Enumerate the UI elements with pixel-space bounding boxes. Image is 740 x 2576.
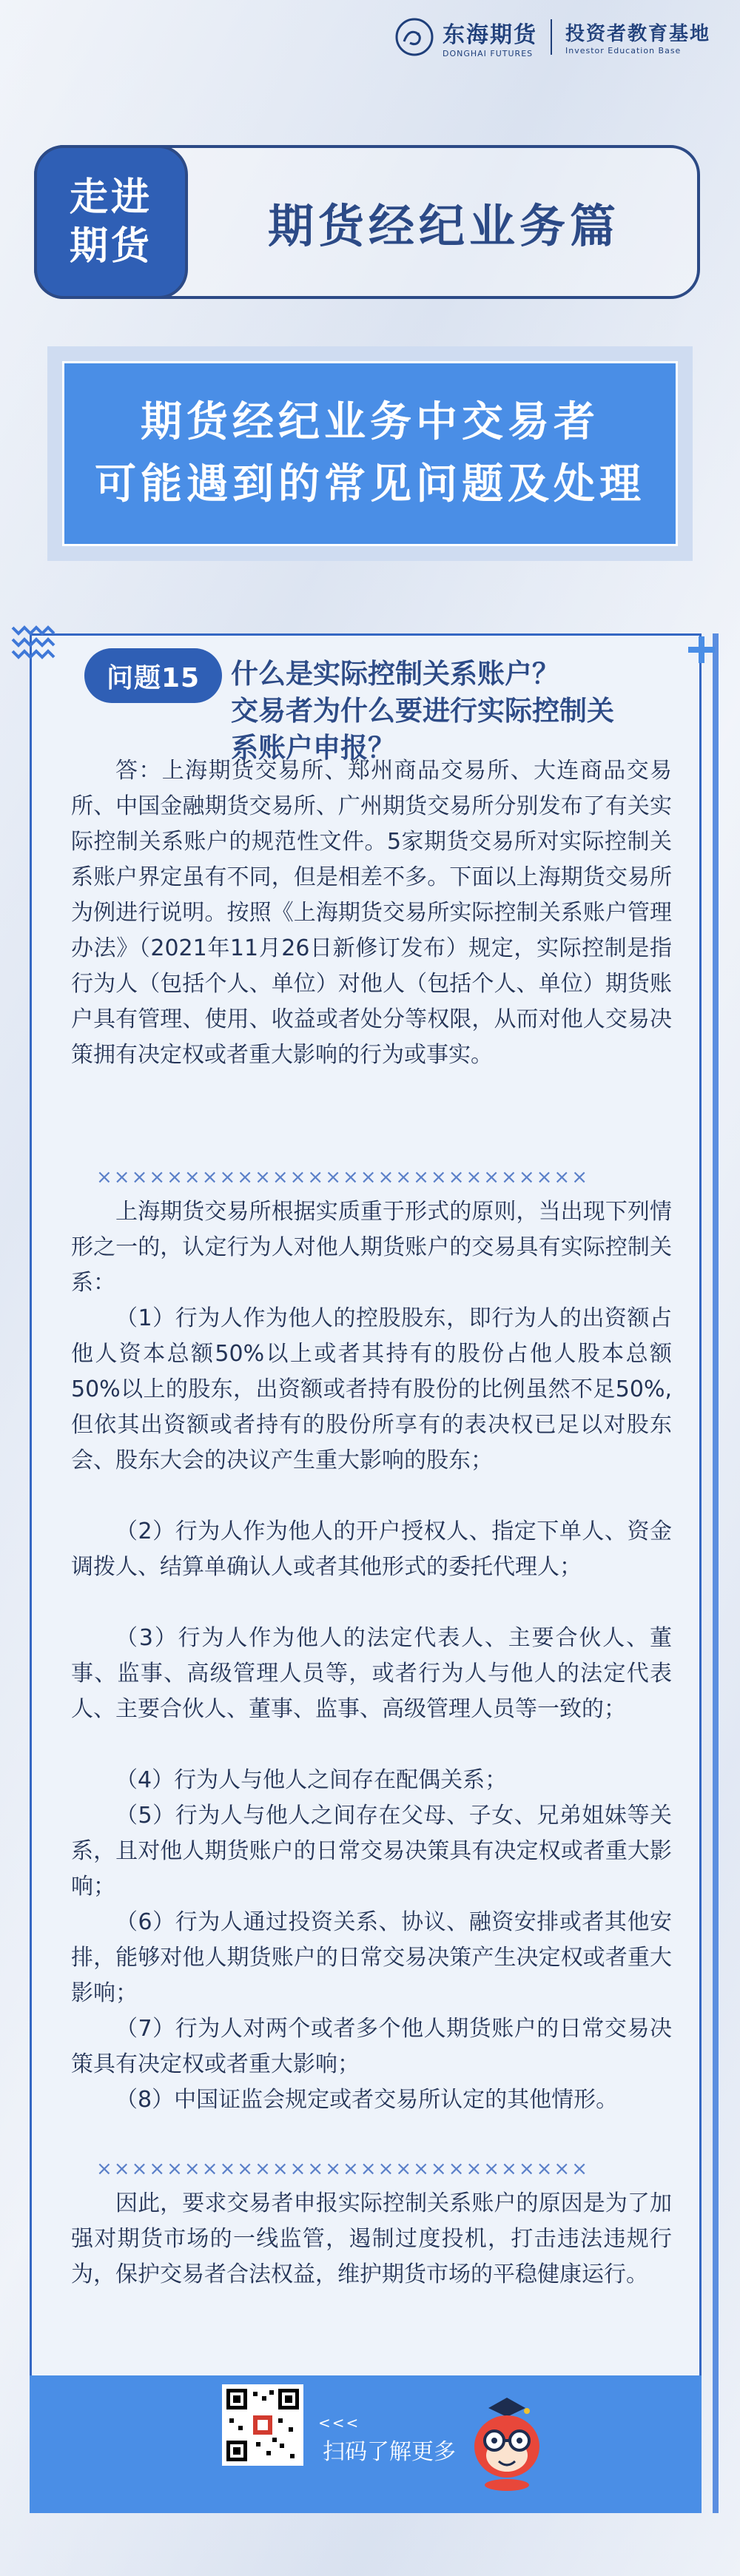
banner-line2: 可能遇到的常见问题及处理	[95, 460, 645, 508]
answer-item-8: （8）中国证监会规定或者交易所认定的其他情形。	[115, 2087, 619, 2113]
answer-paragraph-1: 答：上海期货交易所、郑州商品交易所、大连商品交易所、中国金融期货交易所、广州期货交易所分别发布了有关实际控制关系账户的规范性文件。5家期货交易所对实际控制关系账户界定虽有不同，但是相差不多。下面以上海期货交易所为例进行说明。按照《上海期货交易所实际控制关系账户管理办法》（2021年11月26日新修订发布）规定，实际控制是指行为人（包括个人、单位）对他人（包括个人、单位）期货账户具有管理、使用、收益或者处分等权限，从而对他人交易决策拥有决定权或者重大影响的行为或事实。	[71, 758, 672, 1068]
dragon-logo-icon	[394, 16, 435, 58]
question-line1: 什么是实际控制关系账户？	[231, 658, 559, 690]
series-tag	[34, 145, 188, 299]
answer-item-1: （1）行为人作为他人的控股股东，即行为人的出资额占他人资本总额50%以上或者其持有的股份占他人股本总额50%以上的股东，出资额或者持有股份的比例虽然不足50%,但依其出资额或者持有的股份所享有的表决权已足以对股东会、股东大会的决议产生重大影响的股东；	[71, 1305, 672, 1473]
plus-decoration-icon	[687, 635, 716, 665]
answer-paragraph-3: 因此，要求交易者申报实际控制关系账户的原因是为了加强对期货市场的一线监管，遏制过度投机，打击违法违规行为，保护交易者合法权益，维护期货市场的平稳健康运行。	[71, 2190, 672, 2287]
brand-name-en: DONGHAI FUTURES	[442, 48, 534, 58]
question-badge: 问题15	[84, 648, 222, 703]
series-tag-line2: 期货	[69, 224, 152, 269]
section-title: 期货经纪业务篇	[267, 198, 620, 253]
scan-arrows: <<<	[318, 2414, 360, 2432]
dragon-mascot-icon	[459, 2395, 555, 2491]
wave-decoration-icon	[9, 619, 68, 663]
answer-item-7: （7）行为人对两个或者多个他人期货账户的日常交易决策具有决定权或者重大影响；	[71, 2016, 672, 2077]
answer-item-4: （4）行为人与他人之间存在配偶关系；	[115, 1767, 508, 1793]
banner-line1: 期货经纪业务中交易者	[141, 398, 599, 446]
question-title	[231, 656, 675, 767]
answer-item-2: （2）行为人作为他人的开户授权人、指定下单人、资金调拨人、结算单确认人或者其他形式的委托代理人；	[71, 1519, 672, 1580]
answer-paragraph-2: 上海期货交易所根据实质重于形式的原则，当出现下列情形之一的，认定行为人对他人期货账户的交易具有实际控制关系：	[71, 1199, 672, 1296]
question-line2: 交易者为什么要进行实际控制关	[231, 695, 614, 727]
brand-logo	[394, 16, 710, 58]
card-accent-bar	[713, 633, 719, 2513]
qr-code-icon	[226, 2389, 299, 2461]
answer-item-6: （6）行为人通过投资关系、协议、融资安排或者其他安排，能够对他人期货账户的日常交易决策产生决定权或者重大影响；	[71, 1909, 672, 2006]
base-name-en: Investor Education Base	[565, 46, 682, 56]
answer-item-5: （5）行为人与他人之间存在父母、子女、兄弟姐妹等关系，且对他人期货账户的日常交易决策具有决定权或者重大影响；	[71, 1803, 672, 1900]
base-name: 投资者教育基地	[565, 23, 710, 45]
answer-item-3: （3）行为人作为他人的法定代表人、主要合伙人、董事、监事、高级管理人员等，或者行为人与他人的法定代表人、主要合伙人、董事、监事、高级管理人员等一致的；	[71, 1625, 672, 1722]
qr-code[interactable]	[222, 2384, 303, 2466]
separator-1: ××××××××××××××××××××××××××××	[96, 1166, 589, 1188]
scan-prompt: 扫码了解更多	[323, 2439, 456, 2465]
header-divider	[551, 19, 552, 55]
question-line3: 系账户申报？	[231, 732, 395, 764]
separator-2: ××××××××××××××××××××××××××××	[96, 2158, 589, 2180]
page-header	[0, 0, 740, 74]
topic-banner	[62, 361, 678, 546]
series-tag-line1: 走进	[69, 175, 152, 220]
brand-name: 东海期货	[442, 21, 537, 48]
